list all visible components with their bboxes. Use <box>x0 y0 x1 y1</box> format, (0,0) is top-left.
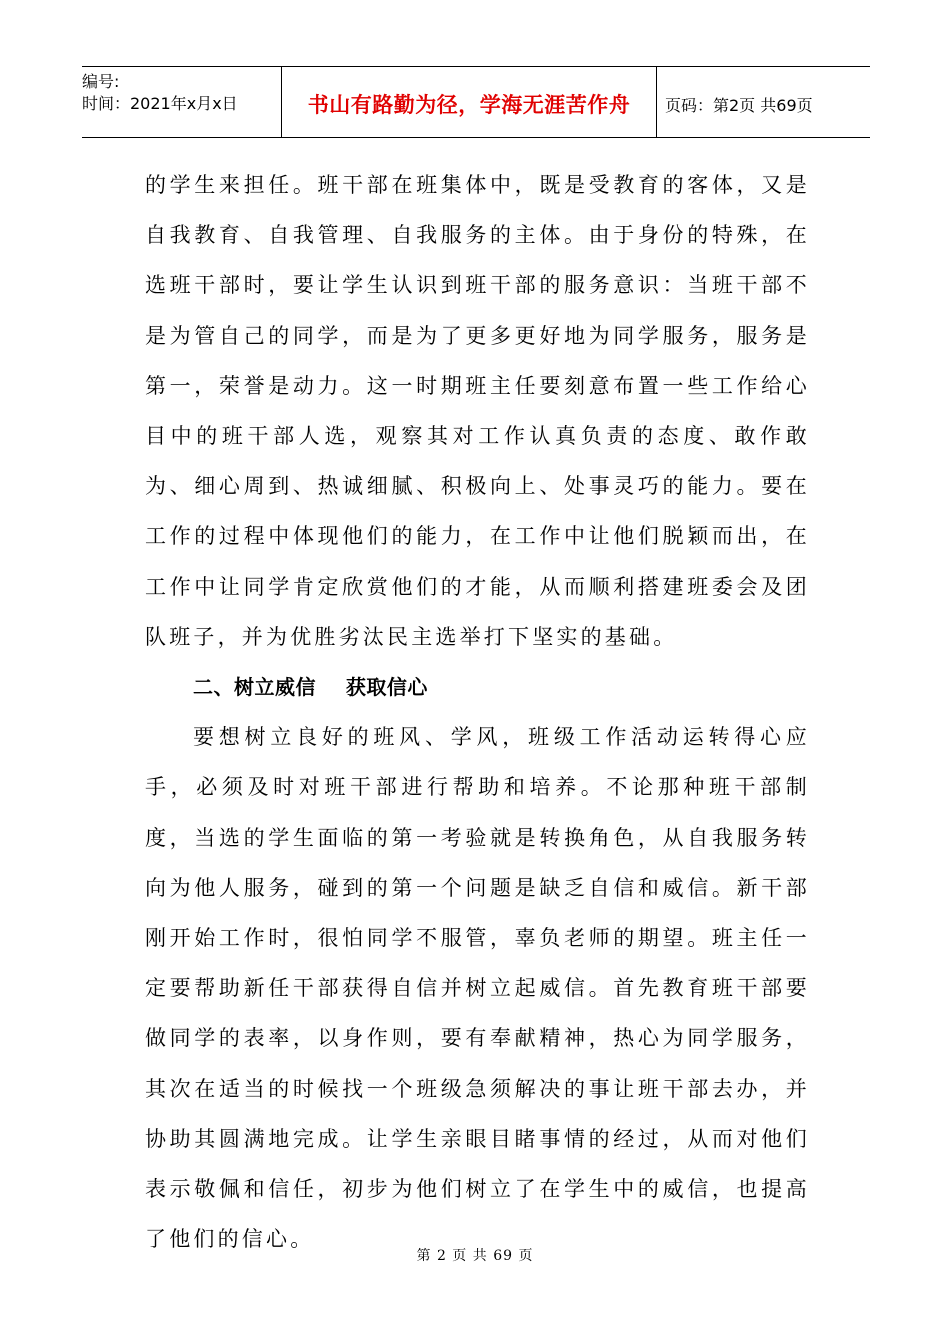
body-paragraph-2: 要想树立良好的班风、学风，班级工作活动运转得心应手，必须及时对班干部进行帮助和培养。不论那种班干部制度，当选的学生面临的第一考验就是转换角色，从自我服务转向为他人服务，碰到的第一个问题是缺乏自信和威信。新干部刚开始工作时，很怕同学不服管，辜负老师的期望。班主任一定要帮助新任干部获得自信并树立起威信。首先教育班干部要做同学的表率，以身作则，要有奉献精神，热心为同学服务，其次在适当的时候找一个班级急须解决的事让班干部去办，并协助其圆满地完成。让学生亲眼目睹事情的经过，从而对他们表示敬佩和信任，初步为他们树立了在学生中的威信，也提高了他们的信心。 <box>145 725 810 1252</box>
header-page-label: 页码：第2页 共69页 <box>665 95 813 115</box>
body-paragraph-1: 的学生来担任。班干部在班集体中，既是受教育的客体，又是自我教育、自我管理、自我服务的主体。由于身份的特殊，在选班干部时，要让学生认识到班干部的服务意识：当班干部不是为管自己的同学，而是为了更多更好地为同学服务，服务是第一，荣誉是动力。这一时期班主任要刻意布置一些工作给心目中的班干部人选，观察其对工作认真负责的态度、敢作敢为、细心周到、热诚细腻、积极向上、处事灵巧的能力。要在工作的过程中体现他们的能力，在工作中让他们脱颖而出，在工作中让同学肯定欣赏他们的才能，从而顺利搭建班委会及团队班子，并为优胜劣汰民主选举打下坚实的基础。 <box>145 173 810 649</box>
date-label: 时间：2021年x月x日 <box>82 94 238 113</box>
document-body <box>145 160 810 1264</box>
header-meta <box>82 67 282 137</box>
page-header <box>82 66 870 138</box>
page-footer: 第 2 页 共 69 页 <box>416 1248 534 1264</box>
doc-number-label: 编号: <box>82 72 120 91</box>
section-heading: 二、树立威信 获取信心 <box>193 675 428 700</box>
header-motto: 书山有路勤为径，学海无涯苦作舟 <box>282 67 657 137</box>
